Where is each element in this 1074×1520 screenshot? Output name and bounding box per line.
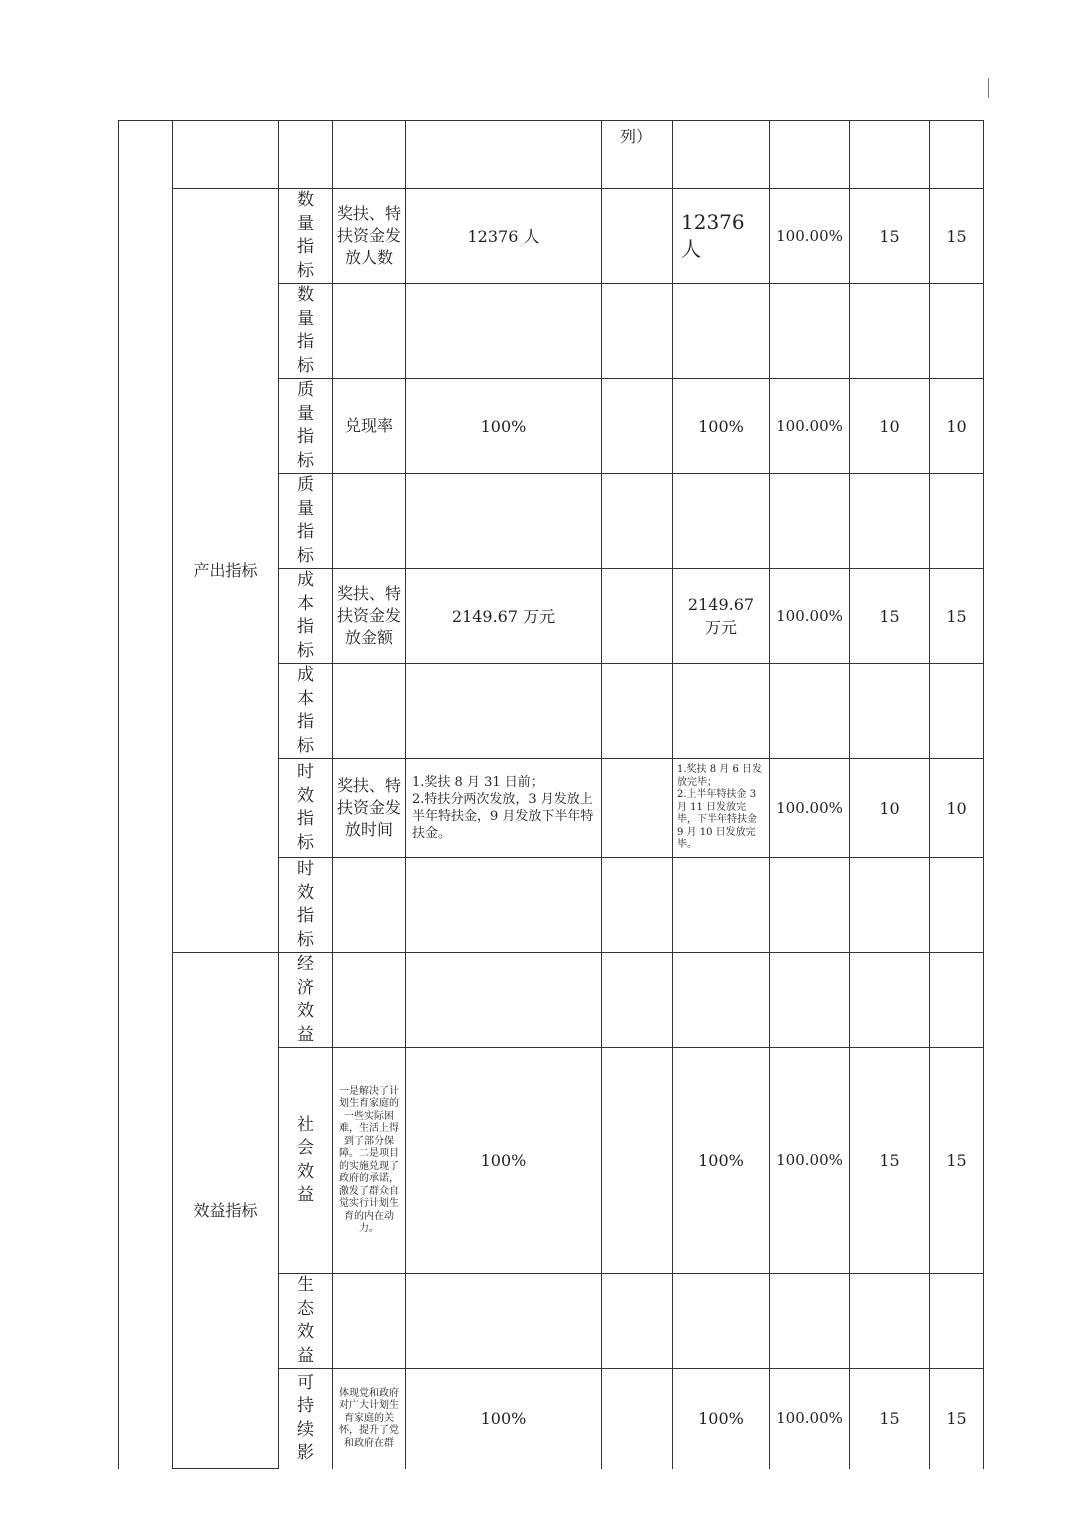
indicator-kind: 数量指标 <box>297 285 314 376</box>
completion-rate <box>770 284 850 379</box>
indicator-name: 体现党和政府对广大计划生育家庭的关怀，提升了党和政府在群 <box>339 1387 399 1449</box>
blank-cell <box>602 189 673 284</box>
indicator-kind: 时效指标 <box>297 762 314 853</box>
weight-value <box>850 1274 930 1369</box>
blank-cell <box>602 759 673 858</box>
score-value: 15 <box>930 569 984 664</box>
indicator-kind: 经济效益 <box>297 954 314 1045</box>
actual-value <box>673 474 770 569</box>
target-value: 1.奖扶 8 月 31 日前； 2.特扶分两次发放，3 月发放上半年特扶金，9 月发放下半年特扶金。 <box>412 775 594 841</box>
actual-value <box>673 953 770 1048</box>
actual-value <box>673 284 770 379</box>
score-value <box>930 664 984 759</box>
completion-rate: 100.00% <box>776 226 843 245</box>
score-value: 15 <box>930 189 984 284</box>
score-value <box>930 474 984 569</box>
indicator-name <box>333 474 406 569</box>
performance-indicator-table <box>118 120 984 1469</box>
header-continuation: 列） <box>602 121 673 189</box>
completion-rate <box>770 1274 850 1369</box>
target-value <box>406 1274 602 1369</box>
blank-cell <box>850 121 930 189</box>
actual-value: 2149.67 万元 <box>687 595 755 637</box>
actual-value: 100% <box>673 1369 770 1469</box>
blank-cell <box>602 284 673 379</box>
blank-cell <box>602 1274 673 1369</box>
score-value <box>930 1274 984 1369</box>
table-row-continued <box>119 121 984 189</box>
weight-value: 10 <box>850 759 930 858</box>
weight-value: 15 <box>850 189 930 284</box>
blank-cell <box>602 858 673 953</box>
actual-value <box>673 1274 770 1369</box>
score-value <box>930 953 984 1048</box>
actual-value <box>673 858 770 953</box>
weight-value: 10 <box>850 379 930 474</box>
spine-cell <box>119 121 173 1469</box>
indicator-name: 奖扶、特扶资金发放人数 <box>337 204 402 267</box>
score-value <box>930 858 984 953</box>
target-value: 2149.67 万元 <box>406 569 602 664</box>
category-output: 产出指标 <box>173 189 279 953</box>
indicator-kind: 数量指标 <box>297 190 314 281</box>
target-value <box>406 474 602 569</box>
target-value <box>406 284 602 379</box>
target-value <box>406 953 602 1048</box>
indicator-name <box>333 284 406 379</box>
target-value: 100% <box>406 379 602 474</box>
indicator-name <box>333 858 406 953</box>
indicator-name <box>333 664 406 759</box>
actual-value: 100% <box>673 1048 770 1274</box>
blank-cell <box>602 953 673 1048</box>
indicator-kind: 成本指标 <box>297 570 314 661</box>
blank-cell <box>333 121 406 189</box>
completion-rate: 100.00% <box>776 1409 843 1428</box>
target-value: 12376 人 <box>406 189 602 284</box>
score-value: 15 <box>930 1369 984 1469</box>
indicator-name: 一是解决了计划生育家庭的一些实际困难，生活上得到了部分保障。二是项目的实施兑现了政府的承诺，激发了群众自觉实行计划生育的内在动力。 <box>339 1085 399 1234</box>
table-row <box>119 953 984 1048</box>
category-benefit: 效益指标 <box>173 953 279 1469</box>
indicator-kind: 质量指标 <box>297 380 314 471</box>
completion-rate <box>770 474 850 569</box>
target-value: 100% <box>406 1369 602 1469</box>
weight-value: 15 <box>850 1369 930 1469</box>
completion-rate <box>770 664 850 759</box>
weight-value <box>850 858 930 953</box>
score-value: 10 <box>930 379 984 474</box>
indicator-name <box>333 953 406 1048</box>
weight-value: 15 <box>850 1048 930 1274</box>
target-value: 100% <box>406 1048 602 1274</box>
blank-cell <box>602 379 673 474</box>
blank-cell <box>770 121 850 189</box>
completion-rate <box>770 858 850 953</box>
blank-cell <box>602 474 673 569</box>
target-value <box>406 858 602 953</box>
indicator-kind: 可持续影 <box>297 1372 314 1464</box>
indicator-name: 奖扶、特扶资金发放金额 <box>337 584 402 647</box>
actual-value: 100% <box>673 379 770 474</box>
completion-rate <box>770 953 850 1048</box>
table-row <box>119 189 984 284</box>
actual-value: 1.奖扶 8 月 6 日发放完毕； 2.上半年特扶金 3 月 11 日发放完毕，下半年特扶金 9 月 10 日发放完毕。 <box>677 764 762 851</box>
page-header-mark <box>988 78 989 98</box>
blank-cell <box>673 121 770 189</box>
completion-rate: 100.00% <box>776 606 843 625</box>
weight-value <box>850 284 930 379</box>
indicator-kind: 成本指标 <box>297 665 314 756</box>
blank-cell <box>602 1048 673 1274</box>
actual-value <box>673 664 770 759</box>
actual-value: 12376 人 <box>681 210 745 261</box>
weight-value <box>850 664 930 759</box>
indicator-kind: 时效指标 <box>297 859 314 950</box>
score-value: 10 <box>930 759 984 858</box>
indicator-kind: 社会效益 <box>297 1114 314 1205</box>
weight-value <box>850 474 930 569</box>
blank-cell <box>173 121 279 189</box>
blank-cell <box>602 1369 673 1469</box>
indicator-name: 兑现率 <box>345 416 394 435</box>
completion-rate: 100.00% <box>776 798 843 817</box>
indicator-kind: 质量指标 <box>297 475 314 566</box>
indicator-name <box>333 1274 406 1369</box>
blank-cell <box>602 569 673 664</box>
blank-cell <box>406 121 602 189</box>
blank-cell <box>279 121 333 189</box>
weight-value: 15 <box>850 569 930 664</box>
target-value <box>406 664 602 759</box>
completion-rate: 100.00% <box>776 416 843 435</box>
blank-cell <box>602 664 673 759</box>
score-value <box>930 284 984 379</box>
indicator-name: 奖扶、特扶资金发放时间 <box>337 776 402 839</box>
weight-value <box>850 953 930 1048</box>
indicator-kind: 生态效益 <box>297 1275 314 1366</box>
blank-cell <box>930 121 984 189</box>
score-value: 15 <box>930 1048 984 1274</box>
completion-rate: 100.00% <box>776 1151 843 1169</box>
